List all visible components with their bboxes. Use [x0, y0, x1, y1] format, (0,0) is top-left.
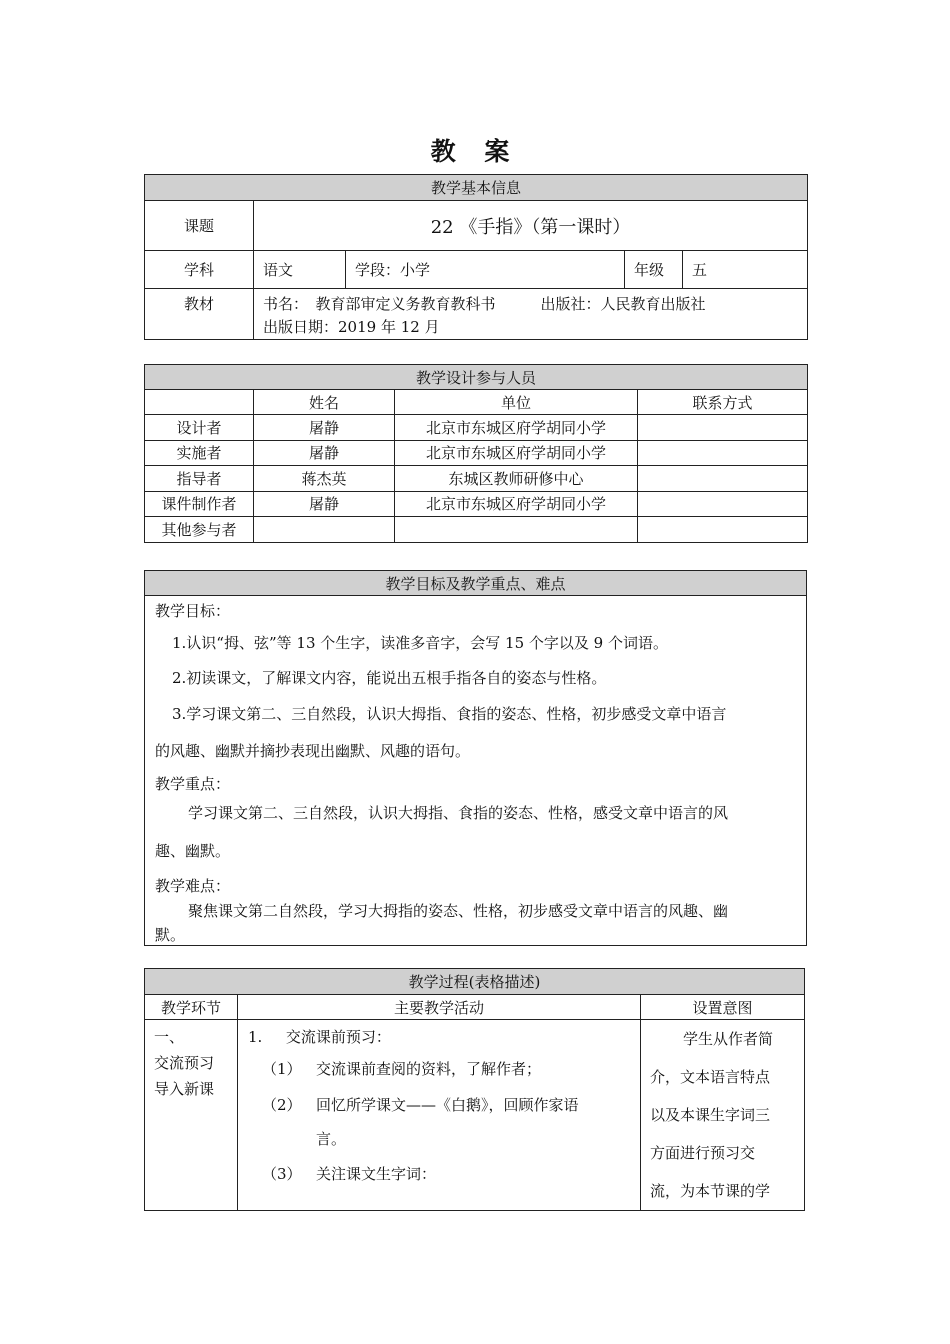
material-line-2: 出版日期：2019 年 12 月: [263, 318, 440, 336]
activity-2-line-2: 言。: [316, 1130, 347, 1148]
name-cell: 屠静: [254, 415, 395, 441]
intent-line-5: 流，为本节课的学: [650, 1182, 771, 1200]
participants-table: [144, 364, 808, 543]
participants-header: 教学设计参与人员: [145, 365, 808, 390]
contact-cell: [638, 415, 808, 441]
stage-line-2: 交流预习: [154, 1054, 215, 1072]
col-stage: 教学环节: [145, 995, 238, 1020]
unit-cell: 东城区教师研修中心: [395, 466, 638, 492]
difficulty-label: 教学难点：: [155, 877, 231, 895]
material-label: 教材: [145, 289, 254, 340]
stage-line-3: 导入新课: [154, 1080, 215, 1098]
process-table: [144, 968, 805, 1211]
unit-cell: 北京市东城区府学胡同小学: [395, 440, 638, 466]
activity-2-line-1: 回忆所学课文——《白鹅》，回顾作家语: [316, 1096, 579, 1114]
table-row: [145, 415, 808, 441]
objectives-header: 教学目标及教学重点、难点: [145, 571, 807, 596]
goal-2: 2.初读课文，了解课文内容，能说出五根手指各自的姿态与性格。: [172, 669, 607, 687]
basic-info-table: [144, 174, 808, 340]
activity-title: 交流课前预习：: [285, 1028, 391, 1046]
process-header: 教学过程(表格描述): [145, 969, 805, 995]
role-cell: 实施者: [145, 440, 254, 466]
key-points-line-1: 学习课文第二、三自然段，认识大拇指、食指的姿态、性格，感受文章中语言的风: [188, 804, 729, 822]
role-cell: 其他参与者: [145, 517, 254, 543]
role-cell: 课件制作者: [145, 491, 254, 517]
role-cell: 设计者: [145, 415, 254, 441]
unit-cell: 北京市东城区府学胡同小学: [395, 491, 638, 517]
difficulty-line-2: 默。: [155, 926, 186, 944]
activity-1-number: （1）: [262, 1060, 302, 1078]
table-row: [145, 466, 808, 492]
grade-value: 五: [683, 251, 808, 289]
table-row: [145, 491, 808, 517]
col-name: 姓名: [254, 390, 395, 415]
col-contact: 联系方式: [638, 390, 808, 415]
intent-line-1: 学生从作者简: [683, 1030, 774, 1048]
unit-cell: 北京市东城区府学胡同小学: [395, 415, 638, 441]
page-title: 教 案: [430, 137, 520, 166]
name-cell: 屠静: [254, 440, 395, 466]
activity-3: 关注课文生字词：: [316, 1165, 437, 1183]
role-cell: 指导者: [145, 466, 254, 492]
col-activity: 主要教学活动: [238, 995, 641, 1020]
col-intent: 设置意图: [641, 995, 805, 1020]
activity-title-number: 1.: [248, 1028, 263, 1046]
subject-label: 学科: [145, 251, 254, 289]
col-unit: 单位: [395, 390, 638, 415]
key-points-line-2: 趣、幽默。: [155, 842, 231, 860]
name-cell: [254, 517, 395, 543]
name-cell: 屠静: [254, 491, 395, 517]
activity-2-number: （2）: [262, 1096, 302, 1114]
topic-value: 22 《手指》（第一课时）: [254, 201, 808, 251]
table-row: [145, 517, 808, 543]
intent-line-3: 以及本课生字词三: [650, 1106, 771, 1124]
contact-cell: [638, 466, 808, 492]
stage-line-1: 一、: [154, 1028, 185, 1046]
difficulty-line-1: 聚焦课文第二自然段，学习大拇指的姿态、性格，初步感受文章中语言的风趣、幽: [188, 902, 729, 920]
goals-label: 教学目标：: [155, 602, 231, 620]
goal-3-line-2: 的风趣、幽默并摘抄表现出幽默、风趣的语句。: [155, 742, 471, 760]
key-points-label: 教学重点：: [155, 775, 231, 793]
contact-cell: [638, 440, 808, 466]
activity-3-number: （3）: [262, 1165, 302, 1183]
table-row: [145, 440, 808, 466]
objectives-table: [144, 570, 807, 946]
grade-label: 年级: [625, 251, 683, 289]
material-line-1: 书名： 教育部审定义务教育教科书 出版社：人民教育出版社: [263, 295, 706, 313]
intent-line-4: 方面进行预习交: [650, 1144, 756, 1162]
contact-cell: [638, 491, 808, 517]
stage-value: 学段：小学: [346, 251, 625, 289]
basic-info-header: 教学基本信息: [145, 175, 808, 201]
activity-1: 交流课前查阅的资料，了解作者；: [316, 1060, 542, 1078]
goal-3-line-1: 3.学习课文第二、三自然段，认识大拇指、食指的姿态、性格，初步感受文章中语言: [172, 705, 727, 723]
subject-value: 语文: [254, 251, 346, 289]
unit-cell: [395, 517, 638, 543]
goal-1: 1.认识“拇、弦”等 13 个生字，读准多音字，会写 15 个字以及 9 个词语。: [172, 634, 668, 652]
intent-line-2: 介，文本语言特点: [650, 1068, 771, 1086]
col-role: [145, 390, 254, 415]
contact-cell: [638, 517, 808, 543]
topic-label: 课题: [145, 201, 254, 251]
name-cell: 蒋杰英: [254, 466, 395, 492]
